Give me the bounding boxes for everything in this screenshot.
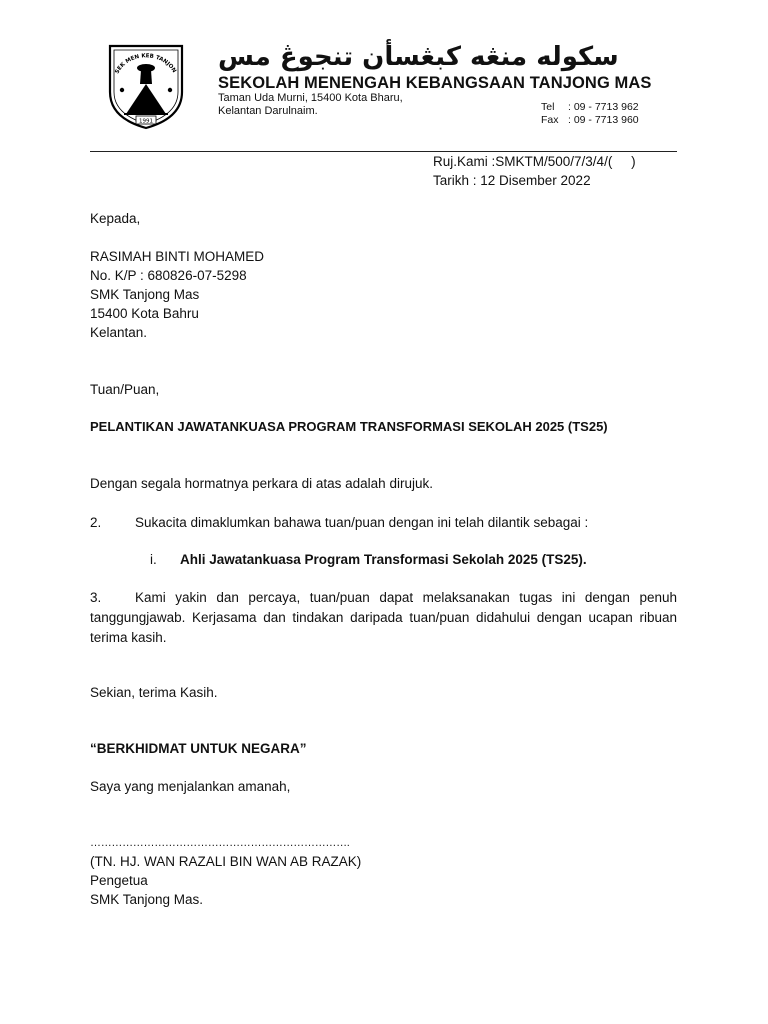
tel-value: : 09 - 7713 962: [568, 101, 639, 113]
fax-value: : 09 - 7713 960: [568, 114, 639, 126]
letter-subject: PELANTIKAN JAWATANKUASA PROGRAM TRANSFORMASI SEKOLAH 2025 (TS25): [90, 419, 608, 434]
paragraph-2-number: 2.: [90, 515, 102, 530]
signer-block: [90, 852, 361, 909]
crest-year: 1991: [139, 118, 153, 125]
motto: “BERKHIDMAT UNTUK NEGARA”: [90, 741, 307, 756]
fax-label: Fax: [541, 114, 559, 126]
school-name-jawi: سکوله منڠه کبڠسأن تنجوڠ مس: [218, 42, 619, 72]
closing-thanks: Sekian, terima Kasih.: [90, 685, 218, 700]
paragraph-3-number: 3.: [90, 590, 102, 605]
letter-date: Tarikh : 12 Disember 2022: [433, 173, 591, 188]
closing-line: Saya yang menjalankan amanah,: [90, 779, 291, 794]
appointment-item-number: i.: [150, 552, 157, 567]
school-address: [218, 92, 403, 118]
paragraph-2-text: Sukacita dimaklumkan bahawa tuan/puan dengan ini telah dilantik sebagai :: [135, 515, 589, 530]
salutation: Tuan/Puan,: [90, 382, 160, 397]
signature-line: ……………………………………………………………….: [90, 837, 350, 849]
contact-info: [541, 101, 639, 127]
recipient-address-1: SMK Tanjong Mas: [90, 287, 200, 302]
reference-block: [433, 152, 636, 190]
signer-title: Pengetua: [90, 873, 148, 888]
recipient-name: RASIMAH BINTI MOHAMED: [90, 249, 265, 264]
address-line-2: Kelantan Darulnaim.: [218, 105, 318, 117]
reference-number: Ruj.Kami :SMKTM/500/7/3/4/( ): [433, 154, 636, 169]
crest-top-text: SEK MEN KEB TANJON: [114, 53, 178, 75]
signer-organization: SMK Tanjong Mas.: [90, 892, 204, 907]
school-name: SEKOLAH MENENGAH KEBANGSAAN TANJONG MAS: [218, 74, 652, 92]
to-label: Kepada,: [90, 211, 141, 226]
recipient-block: [90, 247, 264, 342]
tel-label: Tel: [541, 101, 555, 113]
signer-name: (TN. HJ. WAN RAZALI BIN WAN AB RAZAK): [90, 854, 362, 869]
paragraph-3-text: Kami yakin dan percaya, tuan/puan dapat melaksanakan tugas ini dengan penuh tanggungjawab. Kerjasama dan tindakan daripada tuan/puan didahului dengan ucapan ribuan terima kasih.: [90, 590, 677, 645]
recipient-address-3: Kelantan.: [90, 325, 148, 340]
appointment-item-text: Ahli Jawatankuasa Program Transformasi Sekolah 2025 (TS25).: [180, 552, 587, 567]
paragraph-1: Dengan segala hormatnya perkara di atas adalah dirujuk.: [90, 476, 433, 491]
address-line-1: Taman Uda Murni, 15400 Kota Bharu,: [218, 92, 403, 104]
school-crest-logo: [96, 40, 196, 132]
recipient-address-2: 15400 Kota Bahru: [90, 306, 199, 321]
paragraph-3: [90, 588, 677, 648]
recipient-ic: No. K/P : 680826-07-5298: [90, 268, 247, 283]
